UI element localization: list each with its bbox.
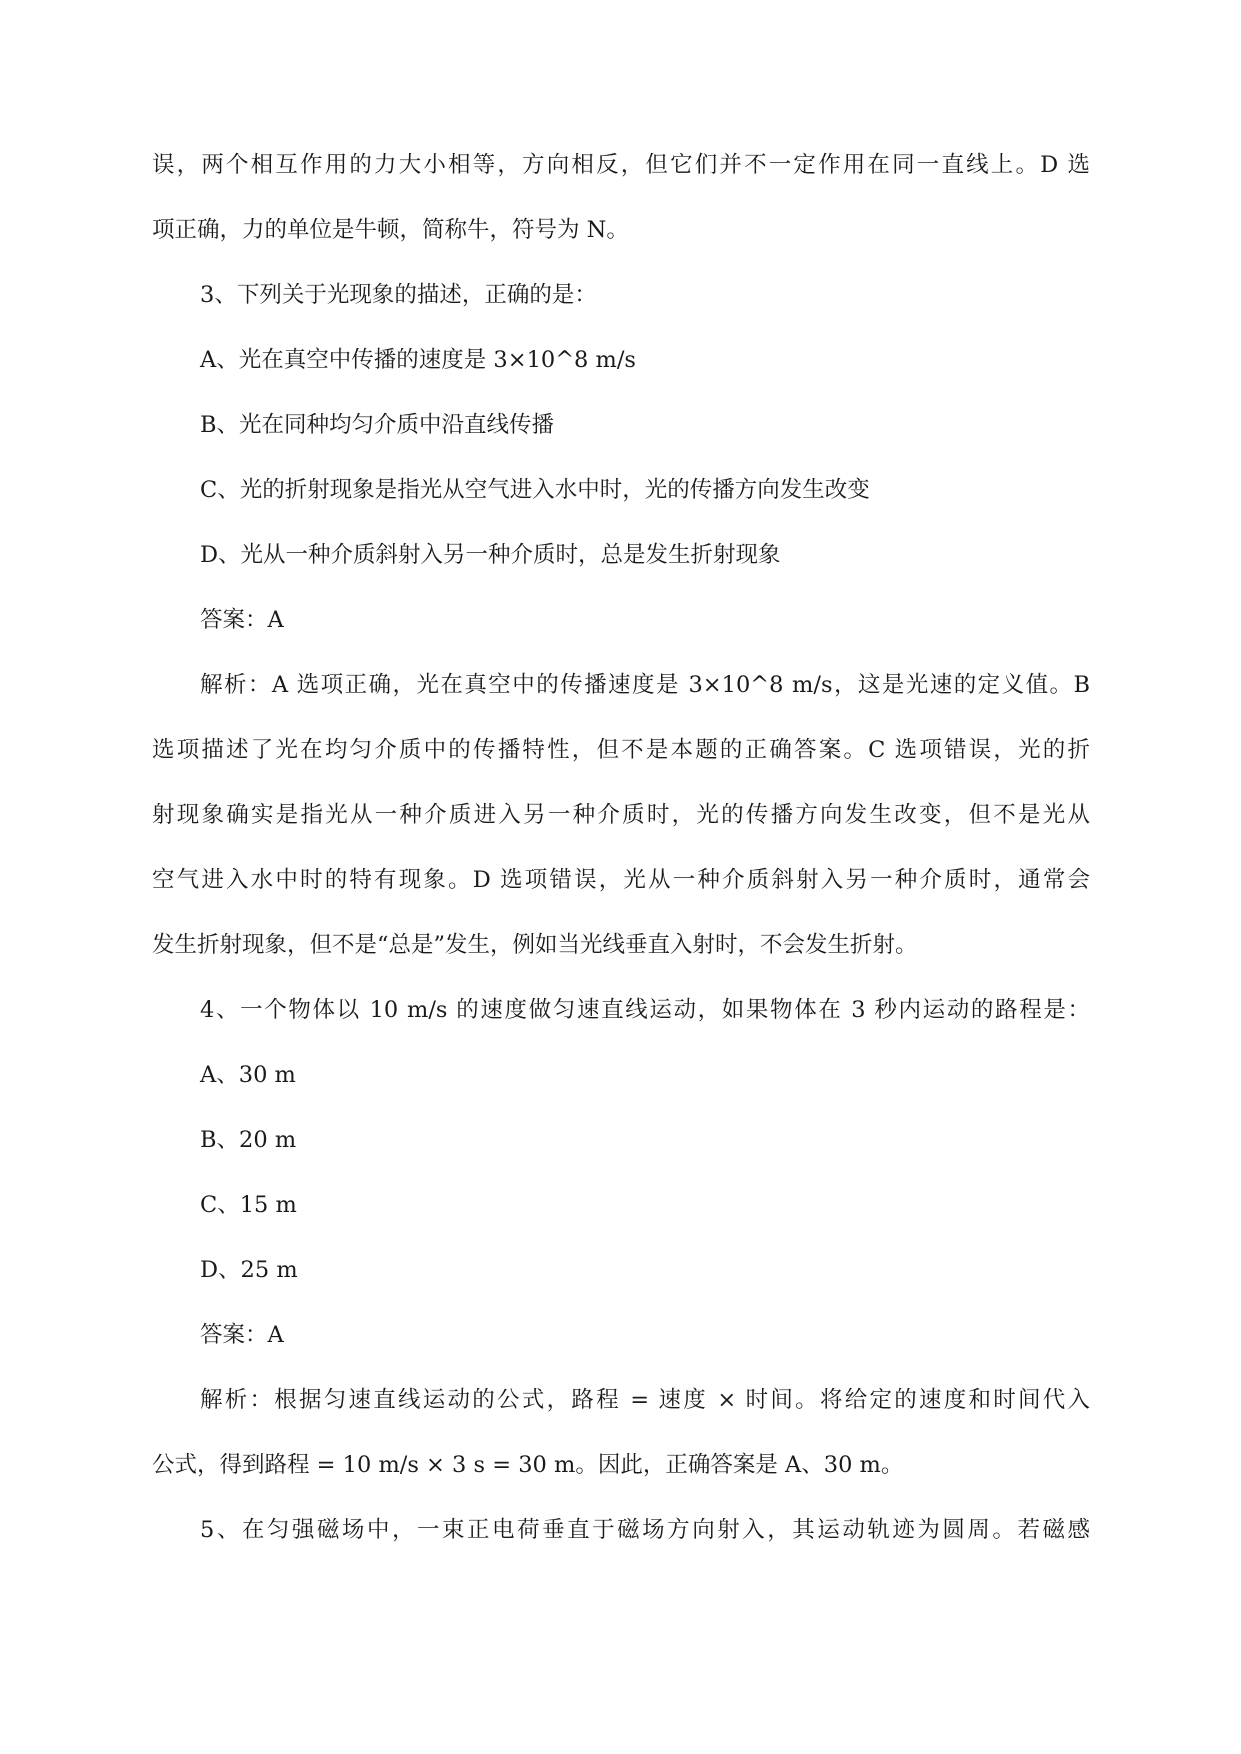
text-line: 解析：根据匀速直线运动的公式，路程 = 速度 × 时间。将给定的速度和时间代入 bbox=[200, 1387, 1090, 1413]
text-line: D、光从一种介质斜射入另一种介质时，总是发生折射现象 bbox=[200, 542, 781, 568]
text-line: 答案：A bbox=[200, 1322, 284, 1348]
text-line: B、20 m bbox=[200, 1127, 297, 1153]
text-line: C、光的折射现象是指光从空气进入水中时，光的传播方向发生改变 bbox=[200, 477, 870, 503]
text-line: B、光在同种均匀介质中沿直线传播 bbox=[200, 412, 555, 438]
text-line: 选项描述了光在均匀介质中的传播特性，但不是本题的正确答案。C 选项错误，光的折 bbox=[152, 737, 1090, 763]
text-line: 误，两个相互作用的力大小相等，方向相反，但它们并不一定作用在同一直线上。D 选 bbox=[152, 152, 1090, 178]
document-body bbox=[152, 133, 1090, 1563]
text-line: 解析：A 选项正确，光在真空中的传播速度是 3×10^8 m/s，这是光速的定义值。B bbox=[200, 672, 1090, 698]
text-line: A、光在真空中传播的速度是 3×10^8 m/s bbox=[200, 347, 636, 373]
text-line: C、15 m bbox=[200, 1192, 297, 1218]
text-line: 公式，得到路程 = 10 m/s × 3 s = 30 m。因此，正确答案是 A、30 m。 bbox=[152, 1452, 904, 1478]
text-line: A、30 m bbox=[200, 1062, 296, 1088]
text-line: 4、一个物体以 10 m/s 的速度做匀速直线运动，如果物体在 3 秒内运动的路程是： bbox=[200, 997, 1090, 1023]
text-line: 3、下列关于光现象的描述，正确的是： bbox=[200, 282, 597, 308]
text-line: 5、在匀强磁场中，一束正电荷垂直于磁场方向射入，其运动轨迹为圆周。若磁感 bbox=[200, 1517, 1090, 1543]
text-line: 项正确，力的单位是牛顿，简称牛，符号为 N。 bbox=[152, 217, 629, 243]
text-line: 射现象确实是指光从一种介质进入另一种介质时，光的传播方向发生改变，但不是光从 bbox=[152, 802, 1090, 828]
text-line: 发生折射现象，但不是“总是”发生，例如当光线垂直入射时，不会发生折射。 bbox=[152, 932, 918, 958]
text-line: 空气进入水中时的特有现象。D 选项错误，光从一种介质斜射入另一种介质时，通常会 bbox=[152, 867, 1090, 893]
text-line: 答案：A bbox=[200, 607, 284, 633]
text-line: D、25 m bbox=[200, 1257, 298, 1283]
